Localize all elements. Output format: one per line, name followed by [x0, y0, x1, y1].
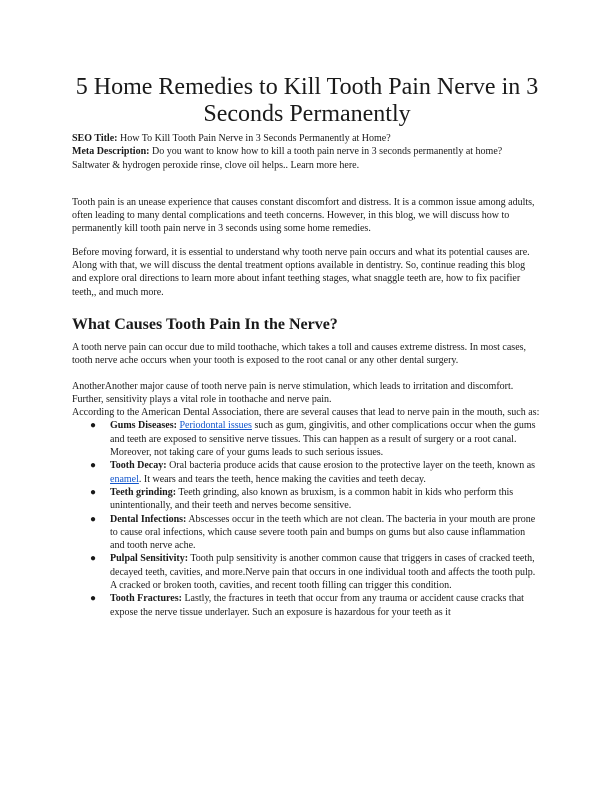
bullet-icon: ● [90, 553, 97, 565]
cause-text: such as gum, gingivitis, and other complications occur when the gums and teeth are exposed to sensitive nerve tissues. This can happen as a result of surgery or a root canal. Moreover, not taking care of your gums leads to such serious issues. [110, 420, 536, 459]
cause-text: Oral bacteria produce acids that cause erosion to the protective layer on the teeth, known as [166, 460, 536, 472]
cause-label: Dental Infections: [110, 513, 187, 525]
list-item [72, 552, 542, 592]
document-page [72, 74, 542, 619]
cause-label: Teeth grinding: [110, 486, 177, 498]
meta-description-label: Meta Description: [72, 146, 150, 158]
page-title: 5 Home Remedies to Kill Tooth Pain Nerve in 3 Seconds Permanently [75, 74, 539, 127]
cause-text: Tooth pulp sensitivity is another common cause that triggers in cases of cracked teeth, decayed teeth, cavities, and more.Nerve pain that occurs in one individual tooth and affects the tooth pulp. A cracked or broken tooth, cavities, and recent tooth filling can trigger this condition. [110, 553, 536, 592]
section-paragraph-2: AnotherAnother major cause of tooth nerve pain is nerve stimulation, which leads to irritation and discomfort. Further, sensitivity plays a vital role in toothache and nerve pain. [72, 380, 514, 405]
list-item [72, 419, 542, 459]
cause-text: Lastly, the fractures in teeth that occur from any trauma or accident cause cracks that expose the nerve tissue underlayer. Such an exposure is hazardous for your teeth as it [110, 593, 524, 618]
section-paragraph-1: A tooth nerve pain can occur due to mild toothache, which takes a toll and causes extreme distress. In most cases, tooth nerve ache occurs when your tooth is exposed to the root canal or any other dental surgery. [72, 341, 527, 367]
periodontal-issues-link[interactable]: Periodontal issues [179, 420, 252, 432]
bullet-icon: ● [90, 593, 97, 605]
seo-title-line [72, 132, 542, 145]
cause-label: Tooth Decay: [110, 460, 167, 472]
causes-list [72, 419, 542, 618]
cause-text: Abscesses occur in the teeth which are not clean. The bacteria in your mouth are prone to cause oral infections, which cause severe tooth pain and bumps on gums but also cause inflammation and tooth nerve ache. [110, 513, 536, 552]
cause-text: . It wears and tears the teeth, hence making the cavities and teeth decay. [138, 473, 426, 485]
meta-description-text: Do you want to know how to kill a tooth pain nerve in 3 seconds permanently at home? Saltwater & hydrogen peroxide rinse, clove oil helps.. Learn more here. [72, 146, 503, 171]
bullet-icon: ● [90, 420, 97, 432]
seo-title-text: How To Kill Tooth Pain Nerve in 3 Seconds Permanently at Home? [117, 133, 391, 144]
bullet-icon: ● [90, 486, 97, 498]
bullet-icon: ● [90, 513, 97, 525]
seo-title-label: SEO Title: [72, 133, 118, 144]
intro-paragraph-2: Before moving forward, it is essential to understand why tooth nerve pain occurs and what its potential causes are. Along with that, we will discuss the dental treatment options available in dentistry. So, continue reading this blog and explore oral directions to learn more about infant teething stages, what snaggle teeth are, how to fix pacifier teeth,, and much more. [72, 246, 530, 298]
enamel-link[interactable]: enamel [110, 473, 139, 485]
cause-label: Pulpal Sensitivity: [110, 553, 189, 565]
cause-text: Teeth grinding, also known as bruxism, is a common habit in kids who perform this unintentionally, and their teeth and nerves become sensitive. [110, 486, 514, 512]
list-item [72, 513, 542, 553]
intro-paragraph-1: Tooth pain is an unease experience that causes constant discomfort and distress. It is a common issue among adults, often leading to many dental complications and teeth concerns. However, in this blog, we will discuss how to permanently kill tooth pain nerve in 3 seconds using some home remedies. [72, 196, 535, 235]
list-item [72, 486, 542, 513]
meta-description-line [72, 145, 542, 172]
list-item [72, 459, 542, 486]
section-paragraph-3: According to the American Dental Association, there are several causes that lead to nerve pain in the mouth, such as: [72, 407, 540, 419]
section-heading: What Causes Tooth Pain In the Nerve? [72, 315, 338, 333]
cause-label: Tooth Fractures: [110, 593, 182, 605]
meta-block [72, 132, 542, 172]
bullet-icon: ● [90, 460, 97, 472]
cause-label: Gums Diseases: [110, 420, 177, 432]
list-item [72, 592, 542, 619]
